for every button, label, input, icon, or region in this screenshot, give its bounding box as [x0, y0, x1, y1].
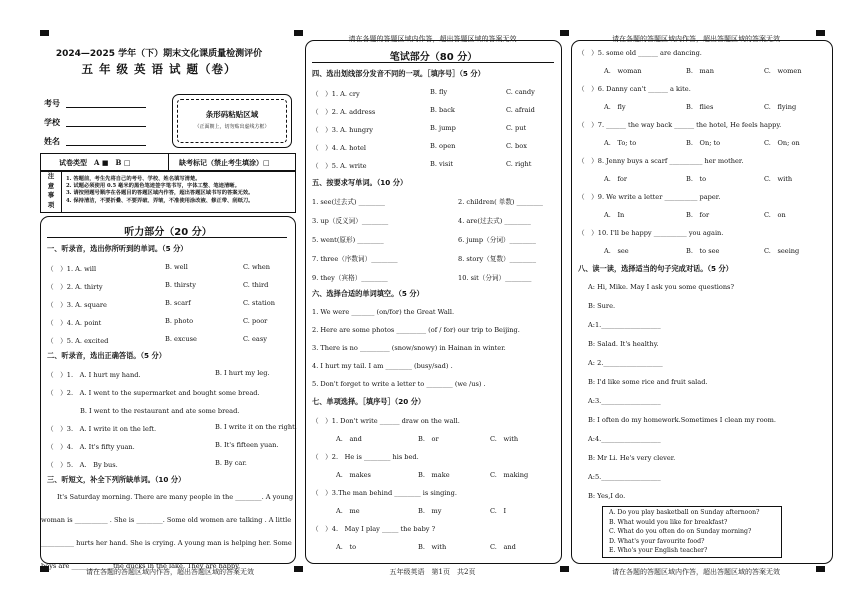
q5-heading: 五、按要求写单词。（10 分）	[312, 178, 408, 187]
dialogue-blank[interactable]: A:1.__________________	[588, 321, 661, 329]
exam-subtitle: 五 年 级 英 语 试 题（卷）	[81, 62, 237, 76]
q3-line[interactable]: __________ hurts her hand. She is crying. A young man is helping her. Some	[41, 539, 292, 547]
field-label: 姓名	[44, 136, 60, 146]
dialogue-line: B: I'd like some rice and fruit salad.	[588, 378, 708, 386]
q3-line[interactable]: It's Saturday morning. There are many people in the ________. A young	[57, 493, 294, 501]
option-item: D. What's your favourite food?	[609, 537, 705, 545]
barcode-area	[172, 94, 292, 148]
exam-number-field[interactable]	[44, 98, 60, 109]
dialogue-blank[interactable]: A:5.__________________	[588, 473, 661, 481]
header-note: 请在各题的答题区域内作答，超出答题区域的答案无效	[348, 35, 517, 43]
page-footer: 五年级英语 第1页 共2页	[389, 568, 476, 576]
dialogue-line: B: I often do my homework.Sometimes I clean my room.	[588, 416, 776, 424]
notes-box	[40, 171, 296, 213]
header-note: 请在各题的答题区域内作答，超出答题区域的答案无效	[612, 35, 780, 43]
dialogue-line: B: Sure.	[588, 302, 616, 310]
q6-row[interactable]: 2. Here are some photos _________ (of / for) our trip to Beijing.	[312, 326, 520, 334]
option-item: C. What do you often do on Sunday morning?	[609, 528, 752, 535]
q1-heading: 一、听录音，选出你所听到的单词。（5 分）	[47, 244, 188, 253]
q3-line[interactable]: boys are ____________ the ducks in the lake. They are happy.	[41, 562, 241, 570]
notes-label: 注	[47, 172, 55, 180]
barcode-title: 条形码粘贴区域	[205, 110, 259, 119]
corner-marker	[560, 30, 569, 36]
q7-question[interactable]: （ ）4. May I play _____ the baby ?	[312, 525, 436, 533]
barcode-note: （正面朝上，切勿贴出虚线方框）	[194, 124, 270, 130]
written-section: 笔试部分（80 分） 四、选出划线部分发音不同的一项。［填序号］（5 分） （ ）1. A. cry B. fly C. candy （ ）2. A. address B. back C. afraid （ ）3. A. hungry B. jump C. put （ ）4. A. hotel B. open C. box （ ）5. A. write B. visit C. right 五、按要求写单词。（10 分） 1. see(过去式) ________ 2. children( 单数) ________ 3. up（反义词）________ 4. are(过去式) ________ 5. went(原形) ________ 6. jump（分词）________ 7. three（序数词）________ 8. story（复数）________ 9. they（宾格）________ 10. sit（分词）________ 六、选择合适的单词填空。（5 分） 1. We were _______ (on/for) the Great Wall. 2. Here are some photos _________ (of / for) our trip to Beijing. 3. There is no _________ (snow/snowy) in Hainan in winter. 4. I hurt my tail. I am ________ (busy/sad) . 5. Don't forget to write a letter to ________ (we /us) . 七、单项选择。［填序号］（20 分） （ ）1. Don't write ______ draw on the wall. A. and B. or C. with （ ）2. He is ________ his bed. A. makes B. make C. making （ ）3.The man behind ________ is singing. A. me B. my C. I （ ）4. May I play _____ the baby ? A. to B. with C. and	[305, 40, 562, 564]
corner-marker	[294, 30, 303, 36]
q7-question[interactable]: （ ）5. some old ______ are dancing.	[578, 49, 702, 57]
q4-heading: 四、选出划线部分发音不同的一项。［填序号］（5 分）	[312, 69, 485, 78]
exam-title: 2024—2025 学年（下）期末文化课质量检测评价	[55, 49, 263, 59]
dialogue-blank[interactable]: A: 2.__________________	[588, 359, 663, 367]
q6-row[interactable]: 5. Don't forget to write a letter to ________ (we /us) .	[312, 380, 486, 388]
q7-heading: 七、单项选择。［填序号］（20 分）	[312, 397, 426, 406]
q7-question[interactable]: （ ）1. Don't write ______ draw on the wall.	[312, 417, 460, 425]
notes-label: 项	[47, 200, 55, 209]
field-label: 学校	[44, 117, 60, 127]
footer-note: 请在各题的答题区域内作答，超出答题区域的答案无效	[86, 568, 254, 576]
dialogue-blank[interactable]: A:3.__________________	[588, 397, 661, 405]
dialogue-line: B: Yes,I do.	[588, 492, 626, 500]
listening-section: 听力部分（20 分） 一、听录音，选出你所听到的单词。（5 分） （ ）1. A. will B. well C. when （ ）2. A. thirty B. thirsty C. third （ ）3. A. square B. scarf C. station （ ）4. A. point B. photo C. poor （ ）5. A. excited B. excuse C. easy 二、听录音，选出正确答语。（5 分） （ ）1. A. I hurt my hand. B. I hurt my leg. （ ）2. A. I went to the supermarket and bought some bread. B. I went to the restaurant and ate some bread. （ ）3. A. I write it on the left. B. I write it on the right. （ ）4. A. It's fifty yuan. B. It's fifteen yuan. （ ）5. A. By bus. B. By car. 三、听短文，补全下列所缺单词。（10 分） It's Saturday morning. There are many people in the ________. A young woman is __________ . She is ________. Some old women are talking . A little __________ hurts her hand. She is crying. A young man is helping her. Some boys are ____________ the ducks in the lake. They are happy.	[40, 216, 296, 564]
q6-row[interactable]: 1. We were _______ (on/for) the Great Wall.	[312, 308, 455, 316]
corner-marker	[560, 566, 569, 572]
q6-heading: 六、选择合适的单词填空。（5 分）	[312, 289, 424, 298]
absent-mark[interactable]: 缺考标记（禁止考生填涂）□	[179, 158, 270, 167]
q6-row[interactable]: 4. I hurt my tail. I am ________ (busy/sad) .	[312, 362, 453, 370]
option-item: E. Who's your English teacher?	[609, 547, 708, 554]
field-label: 考号	[44, 98, 60, 108]
note-item: 2. 试题必须使用 0.5 毫米的黑色笔迹签字笔书写，字体工整、笔迹清晰。	[66, 183, 240, 190]
right-section: （ ）5. some old ______ are dancing. A. woman B. man C. women （ ）6. Danny can't ______ a kite. A. fly B. flies C. flying （ ）7. ______ the way back ______ the hotel, He feels happy. A. To; to B. On; to C. On; on （ ）8. Jenny buys a scarf __________ her mother. A. for B. to C. with （ ）9. We write a letter __________ paper. A. In B. for C. on （ ）10. I'll be happy __________ you again. A. see B. to see C. seeing 八、读一读，选择适当的句子完成对话。（5 分） A: Hi, Mike. May I ask you some questions? B: Sure. A:1.__________________ B: Salad. It's healthy. A: 2.__________________ B: I'd like some rice and fruit salad. A:3.__________________ B: I often do my homework.Sometimes I clean my room. A:4.__________________ B: Mr Li. He's very clever. A:5.__________________ B: Yes,I do. A. Do you play basketball on Sunday afternoon? B. What would you like for breakfast? C. What do you often do on Sunday morning? D. What's your favourite food? E. Who's your English teacher?	[571, 40, 833, 564]
q3-heading: 三、听短文，补全下列所缺单词。（10 分）	[47, 475, 186, 484]
note-item: 3. 请按照题号顺序在各题目的答题区域内作答，超出答题区域书写的答案无效。	[66, 190, 254, 197]
dialogue-line: B: Salad. It's healthy.	[588, 340, 659, 348]
q2-heading: 二、听录音，选出正确答语。（5 分）	[47, 351, 166, 360]
school-field[interactable]	[44, 117, 60, 128]
options-box	[602, 506, 782, 558]
q6-row[interactable]: 3. There is no _________ (snow/snowy) in Hainan in winter.	[312, 344, 506, 352]
q7-question[interactable]: （ ）9. We write a letter __________ paper.	[578, 193, 721, 201]
written-title: 笔试部分（80 分）	[389, 52, 478, 63]
name-field[interactable]	[44, 136, 60, 147]
footer-note: 请在各题的答题区域内作答，超出答题区域的答案无效	[612, 568, 780, 576]
corner-marker	[294, 566, 303, 572]
option-item: B. What would you like for breakfast?	[609, 518, 728, 526]
notes-label: 事	[47, 191, 55, 200]
dialogue-line: B: Mr Li. He's very clever.	[588, 454, 676, 462]
note-item: 4. 保持清洁，不要折叠、不要弄破、弄皱，不准使用涂改液、修正带、刮纸刀。	[66, 197, 254, 204]
corner-marker	[40, 30, 49, 36]
paper-type-row	[40, 153, 296, 171]
notes-label: 意	[47, 181, 55, 190]
listening-title: 听力部分（20 分）	[124, 227, 212, 238]
q7-question[interactable]: （ ）10. I'll be happy __________ you again.	[578, 229, 724, 237]
q7-question[interactable]: （ ）2. He is ________ his bed.	[312, 453, 419, 461]
q7-question[interactable]: （ ）6. Danny can't ______ a kite.	[578, 85, 691, 93]
dialogue-blank[interactable]: A:4.__________________	[588, 435, 661, 443]
dialogue-line: A: Hi, Mike. May I ask you some questions?	[588, 283, 734, 291]
note-item: 1. 答题前，考生先将自己的考号、学校、姓名填写清楚。	[66, 176, 201, 182]
q7-question[interactable]: （ ）3.The man behind ________ is singing.	[312, 489, 457, 497]
q8-heading: 八、读一读，选择适当的句子完成对话。（5 分）	[578, 264, 733, 273]
paper-type[interactable]: 试卷类型 A ■ B □	[59, 158, 131, 167]
q3-line[interactable]: woman is __________ . She is ________. Some old women are talking . A little	[41, 516, 292, 524]
q7-question[interactable]: （ ）8. Jenny buys a scarf __________ her mother.	[578, 157, 744, 165]
option-item: A. Do you play basketball on Sunday afternoon?	[609, 509, 760, 516]
q7-question[interactable]: （ ）7. ______ the way back ______ the hotel, He feels happy.	[578, 121, 782, 129]
